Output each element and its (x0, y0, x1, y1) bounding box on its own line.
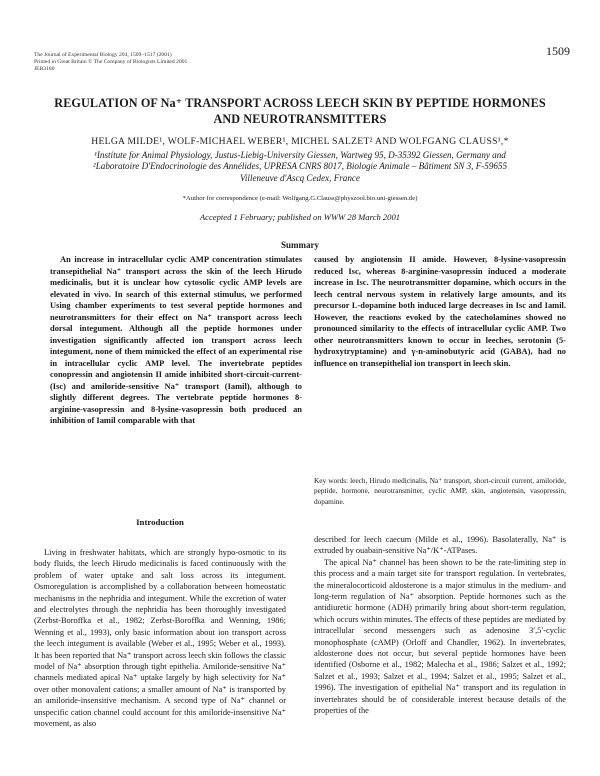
introduction-paragraph-1-continued: described for leech caecum (Milde et al., 1996). Basolaterally, Na⁺ is extruded by ouabain-sensitive Na⁺/K⁺-ATPases. (314, 535, 566, 556)
page-number: 1509 (546, 44, 570, 58)
summary-column-right (314, 254, 566, 369)
introduction-paragraph-1: Living in freshwater habitats, which are strongly hypo-osmotic to its body fluids, the leech Hirudo medicinalis is faced continuously with the problem of water uptake and salt loss across its integument. Osmoregulation is accomplished by a collaboration between homeostatic mechanisms in the nephridia and integument. While the excretion of water and electrolytes through the nephridia has been thoroughly investigated (Zerbst-Boroffka et al., 1982; Zerbst-Boroffka and Wenning, 1986; Wenning et al., 1993), only basic information about ion transport across the leech integument is available (Weber et al., 1995; Weber et al., 1993). It has been reported that Na⁺ transport across leech skin follows the classic model of Na⁺ absorption through tight epithelia. Amiloride-sensitive Na⁺ channels mediated apical Na⁺ uptake largely by high selectivity for Na⁺ over other monovalent cations; a smaller amount of Na⁺ is transported by an amiloride-insensitive mechanism. A second type of Na⁺ channel or unspecific cation channel could account for this amiloride-insensitive Na⁺ movement, as also (34, 548, 286, 729)
introduction-paragraph-2: The apical Na⁺ channel has been shown to be the rate-limiting step in this process and a main target site for transport regulation. In vertebrates, the mineralocorticoid aldosterone is a major stimulus in the medium- and long-term regulation of Na⁺ absorption. Peptide hormones such as the antidiuretic hormone (ADH) primarily bring about short-term regulation, which occurs within minutes. The effects of these peptides are mediated by intracellular second messengers such as adenosine 3′,5′-cyclic monophosphate (cAMP) (Orloff and Chandler, 1962). In invertebrates, aldosterone does not occur, but several peptide hormones have been identified (Osborne et al., 1982; Malecha et al., 1986; Salzet et al., 1992; Salzet et al., 1993; Salzet et al., 1994; Salzet et al., 1995; Salzet et al., 1996). The investigation of epithelial Na⁺ transport and its regulation in invertebrates should be of considerable interest because details of the properties of the (314, 557, 566, 716)
summary-paragraph-1: An increase in intracellular cyclic AMP concentration stimulates transepithelial Na⁺ transport across the skin of the leech Hirudo medicinalis, but it is unclear how cytosolic cyclic AMP levels are elevated in vivo. In search of this external stimulus, we performed Using chamber experiments to test several peptide hormones and neurotransmitters for their effect on Na⁺ transport across leech dorsal integument. Although all the peptide hormones under investigation significantly affected ion transport across leech integument, none of them mimicked the effect of an experimental rise in intracellular cyclic AMP level. The invertebrate peptides conopressin and angiotensin II amide inhibited short-circuit-current- (Isc) and amiloride-sensitive Na⁺ transport (Iamil), although to slightly different degrees. The vertebrate peptide hormones 8-arginine-vasopressin and 8-lysine-vasopressin both produced an inhibition of Iamil comparable with that (50, 254, 302, 425)
article-code: JEB3180 (34, 66, 55, 73)
journal-citation: The Journal of Experimental Biology 204, 1509–1517 (2001) (34, 52, 172, 58)
title-line-2: AND NEUROTRANSMITTERS (213, 112, 387, 126)
summary-paragraph-2: caused by angiotensin II amide. However, 8-lysine-vasopressin reduced Isc, whereas 8-arginine-vasopressin induced a moderate increase in Isc. The neurotransmitter dopamine, which occurs in the leech central nervous system in relatively large amounts, and its precursor L-dopamine both induced large decreases in Isc and Iamil. However, the reactions evoked by the catecholamines showed no pronounced similarity to the effects of intracellular cyclic AMP. Two other neurotransmitters known to occur in leeches, serotonin (5-hydroxytryptamine) and γ-n-aminobutyric acid (GABA), had no influence on transepithelial ion transport in leech skin. (314, 254, 566, 368)
affiliation-2: ²Laboratoire D'Endocrinologie des Annélides, UPRESA CNRS 8017, Biologie Animale – Bâtiment SN 3, F-59655 (92, 161, 508, 172)
journal-header (34, 52, 187, 74)
affiliation-1: ¹Institute for Animal Physiology, Justus-Liebig-University Giessen, Wartweg 95, D-35392 Giessen, Germany and (94, 150, 506, 160)
article-title (34, 95, 566, 127)
summary-heading: Summary (281, 240, 319, 250)
author-list: HELGA MILDE¹, WOLF-MICHAEL WEBER¹, MICHEL SALZET² AND WOLFGANG CLAUSS¹,* (91, 136, 509, 147)
introduction-heading: Introduction (136, 517, 184, 527)
copyright-line: Printed in Great Britain © The Company of Biologists Limited 2001 (34, 59, 188, 66)
summary-column-left (50, 254, 302, 427)
affiliations (40, 150, 560, 184)
affiliation-2-city: Villeneuve d'Ascq Cedex, France (240, 172, 360, 183)
introduction-column-left (34, 547, 286, 730)
title-line-1: REGULATION OF Na⁺ TRANSPORT ACROSS LEECH SKIN BY PEPTIDE HORMONES (54, 96, 546, 110)
correspondence-note: *Author for correspondence (e-mail: Wolfgang.G.Clauss@physzool.bio.uni-giessen.de) (182, 195, 418, 202)
introduction-column-right (314, 534, 566, 717)
keywords: Key words: leech, Hirudo medicinalis, Na⁺ transport, short-circuit current, amiloride, peptide, hormone, neurotransmitter, cyclic AMP, skin, angiotensin, vasopressin, dopamine. (314, 476, 566, 506)
accepted-date: Accepted 1 February; published on WWW 28 March 2001 (199, 212, 401, 222)
